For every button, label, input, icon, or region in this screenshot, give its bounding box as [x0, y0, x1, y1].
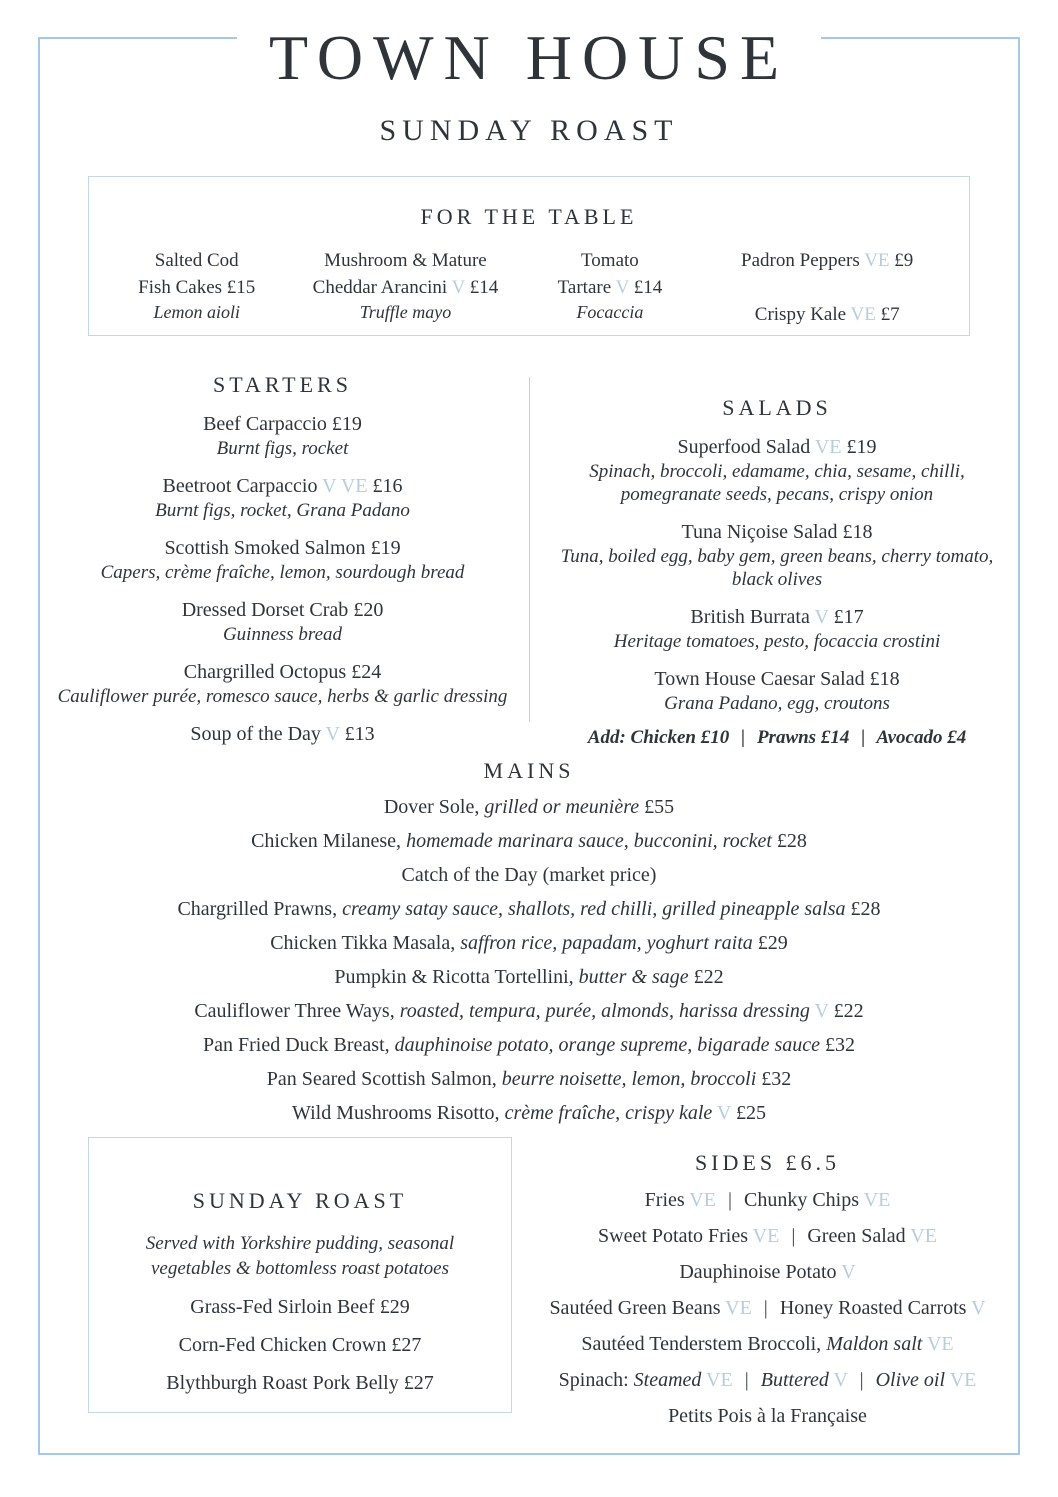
item-name: Cheddar Arancini	[312, 277, 448, 298]
item-price: £18	[869, 668, 900, 690]
item-desc: Guinness bread	[222, 624, 343, 645]
salads-section	[548, 395, 1006, 749]
item-price: £9	[894, 250, 914, 271]
veg-badge: V	[971, 1297, 986, 1319]
add-on: Avocado £4	[876, 727, 967, 748]
section-heading-for-the-table: FOR THE TABLE	[420, 204, 638, 229]
item-price: £20	[353, 599, 384, 621]
menu-subtitle: SUNDAY ROAST	[379, 114, 679, 147]
item-name: Sweet Potato Fries	[598, 1225, 749, 1247]
item-name: Chicken Milanese,	[251, 830, 402, 852]
item-desc: Maldon salt	[826, 1333, 923, 1355]
separator: |	[859, 1369, 864, 1391]
item-price: £13	[344, 723, 375, 745]
item-desc: grilled or meunière	[484, 796, 640, 818]
item-name: Pumpkin & Ricotta Tortellini,	[334, 966, 574, 988]
column-divider	[529, 377, 530, 722]
item-name-line	[548, 605, 1006, 630]
item-name: Crispy Kale	[754, 304, 847, 325]
menu-item	[0, 1069, 1058, 1090]
separator: |	[727, 1189, 732, 1211]
veg-badge: V	[841, 1261, 856, 1283]
item-name: Beetroot Carpaccio	[162, 475, 318, 497]
item-price: £28	[850, 898, 881, 920]
item-desc: roasted, tempura, purée, almonds, harissa dressing	[399, 1000, 810, 1022]
item-name: Chargrilled Prawns,	[177, 898, 338, 920]
item-name-line	[55, 474, 510, 499]
menu-item	[0, 1035, 1058, 1056]
veg-badge: V	[814, 606, 829, 628]
item-option: Buttered	[760, 1369, 829, 1391]
menu-item	[699, 247, 955, 274]
salads-add-ons-line	[548, 727, 1006, 749]
menu-header	[0, 0, 1058, 148]
veg-badge: VE	[814, 436, 842, 458]
menu-item	[548, 605, 1006, 653]
veg-badge: VE	[864, 250, 890, 271]
menu-item	[103, 247, 290, 328]
menu-item: Grass-Fed Sirloin Beef £29	[190, 1296, 410, 1318]
veg-badge: VE	[725, 1297, 752, 1319]
item-desc: Heritage tomatoes, pesto, focaccia crostini	[613, 631, 941, 652]
item-desc: crème fraîche, crispy kale	[504, 1102, 713, 1124]
item-name-line	[548, 520, 1006, 545]
section-heading-starters: STARTERS	[213, 372, 352, 397]
menu-item-row	[535, 1368, 1000, 1392]
mains-section	[0, 758, 1058, 1124]
item-desc: Focaccia	[576, 302, 644, 322]
item-name-line	[55, 660, 510, 685]
item-name-line	[548, 435, 1006, 460]
item-price: £22	[833, 1000, 864, 1022]
item-name: Dauphinoise Potato	[679, 1261, 837, 1283]
item-desc: Burnt figs, rocket, Grana Padano	[155, 500, 410, 521]
for-the-table-section	[88, 176, 970, 336]
item-desc: Cauliflower purée, romesco sauce, herbs & garlic dressing	[57, 686, 508, 707]
sunday-roast-section	[88, 1137, 512, 1413]
item-name: Catch of the Day (market price)	[401, 864, 657, 886]
menu-item	[0, 1001, 1058, 1022]
item-price: £19	[846, 436, 877, 458]
veg-badge: VE	[850, 304, 876, 325]
item-option: Steamed	[633, 1369, 702, 1391]
menu-item-group	[699, 247, 955, 328]
veg-badge: V	[833, 1369, 848, 1391]
item-desc: Lemon aioli	[153, 302, 240, 322]
menu-item	[55, 412, 510, 460]
item-name: Petits Pois à la Française	[668, 1405, 867, 1427]
sides-section	[535, 1150, 1000, 1428]
item-name: Sautéed Green Beans	[549, 1297, 721, 1319]
veg-badge: VE	[863, 1189, 891, 1211]
add-on: Add: Chicken £10	[587, 727, 730, 748]
menu-item	[55, 598, 510, 646]
section-description: Served with Yorkshire pudding, seasonal vegetables & bottomless roast potatoes	[145, 1233, 455, 1279]
section-heading-salads: SALADS	[722, 395, 832, 420]
item-desc: creamy satay sauce, shallots, red chilli, grilled pineapple salsa	[342, 898, 846, 920]
menu-item	[0, 967, 1058, 988]
menu-item-row	[535, 1404, 1000, 1428]
item-price: £22	[693, 966, 724, 988]
veg-badge: V VE	[322, 475, 368, 497]
menu-item	[0, 831, 1058, 852]
item-desc: Burnt figs, rocket	[216, 438, 349, 459]
item-name-line	[55, 536, 510, 561]
item-name: Superfood Salad	[677, 436, 811, 458]
item-name: Sautéed Tenderstem Broccoli,	[581, 1333, 822, 1355]
item-price: £17	[833, 606, 864, 628]
item-price: £24	[351, 661, 382, 683]
item-name: Spinach:	[558, 1369, 629, 1391]
item-name: Mushroom & Mature	[324, 250, 487, 271]
item-desc: beurre noisette, lemon, broccoli	[501, 1068, 757, 1090]
menu-item-row	[535, 1224, 1000, 1248]
item-option: Olive oil	[875, 1369, 946, 1391]
veg-badge: VE	[706, 1369, 733, 1391]
item-price: £28	[776, 830, 807, 852]
item-name: Green Salad	[807, 1225, 906, 1247]
menu-item	[55, 536, 510, 584]
item-price: £16	[372, 475, 403, 497]
menu-item: Corn-Fed Chicken Crown £27	[178, 1334, 422, 1356]
separator: |	[861, 727, 866, 748]
item-price: £32	[761, 1068, 792, 1090]
menu-item	[0, 933, 1058, 954]
item-name: Town House Caesar Salad	[654, 668, 865, 690]
item-name: Chicken Tikka Masala,	[270, 932, 456, 954]
item-name: Chunky Chips	[743, 1189, 860, 1211]
veg-badge: V	[716, 1102, 731, 1124]
item-name: Fish Cakes £15	[138, 277, 256, 298]
menu-item-row	[535, 1188, 1000, 1212]
item-name: Wild Mushrooms Risotto,	[292, 1102, 500, 1124]
separator: |	[763, 1297, 768, 1319]
item-desc: homemade marinara sauce, bucconini, rocket	[406, 830, 772, 852]
section-heading-sunday-roast: SUNDAY ROAST	[192, 1188, 408, 1213]
item-price: £32	[824, 1034, 855, 1056]
item-name-line	[55, 598, 510, 623]
menu-item-row	[535, 1296, 1000, 1320]
menu-item: Blythburgh Roast Pork Belly £27	[166, 1372, 434, 1394]
menu-item-row	[535, 1260, 1000, 1284]
item-price: £29	[757, 932, 788, 954]
item-price: £14	[469, 277, 499, 298]
menu-item	[548, 520, 1006, 591]
menu-item	[55, 722, 510, 747]
veg-badge: V	[814, 1000, 829, 1022]
item-name: British Burrata	[690, 606, 810, 628]
item-name-line	[520, 274, 699, 301]
veg-badge: V	[451, 277, 465, 298]
veg-badge: V	[325, 723, 340, 745]
item-desc: Grana Padano, egg, croutons	[664, 693, 890, 714]
starters-section	[55, 372, 510, 747]
item-desc: Tuna, boiled egg, baby gem, green beans, cherry tomato, black olives	[560, 546, 994, 590]
menu-item	[0, 865, 1058, 886]
item-desc: dauphinoise potato, orange supreme, bigarade sauce	[394, 1034, 820, 1056]
menu-item	[290, 247, 520, 328]
item-name: Tartare	[557, 277, 612, 298]
item-price: £7	[880, 304, 900, 325]
item-desc: Capers, crème fraîche, lemon, sourdough bread	[100, 562, 465, 583]
section-heading-sides: SIDES £6.5	[694, 1150, 841, 1175]
item-desc: Truffle mayo	[359, 302, 452, 322]
menu-item	[548, 435, 1006, 506]
item-name: Soup of the Day	[190, 723, 321, 745]
item-name: Pan Fried Duck Breast,	[203, 1034, 390, 1056]
item-name: Dover Sole,	[383, 796, 480, 818]
add-on: Prawns £14	[756, 727, 850, 748]
item-name-line	[55, 412, 510, 437]
item-price: £19	[370, 537, 401, 559]
item-price: £25	[736, 1102, 766, 1124]
veg-badge: VE	[689, 1189, 716, 1211]
item-name-line	[55, 722, 510, 747]
veg-badge: VE	[910, 1225, 937, 1247]
item-name-line	[290, 274, 520, 301]
item-name: Cauliflower Three Ways,	[194, 1000, 395, 1022]
menu-item	[0, 1103, 1058, 1124]
item-name: Chargrilled Octopus	[183, 661, 347, 683]
item-name: Honey Roasted Carrots	[779, 1297, 967, 1319]
item-name: Tomato	[581, 250, 639, 271]
menu-item	[548, 667, 1006, 715]
separator: |	[741, 727, 746, 748]
veg-badge: V	[615, 277, 629, 298]
item-name: Tuna Niçoise Salad	[681, 521, 838, 543]
item-desc: butter & sage	[578, 966, 689, 988]
item-price: £19	[331, 413, 362, 435]
item-name: Scottish Smoked Salmon	[164, 537, 366, 559]
section-heading-mains: MAINS	[483, 758, 575, 783]
menu-item-row	[535, 1332, 1000, 1356]
veg-badge: VE	[949, 1369, 977, 1391]
item-name: Beef Carpaccio	[203, 413, 327, 435]
menu-item	[520, 247, 699, 328]
separator: |	[791, 1225, 796, 1247]
item-name: Pan Seared Scottish Salmon,	[266, 1068, 497, 1090]
menu-item	[0, 899, 1058, 920]
veg-badge: VE	[752, 1225, 780, 1247]
menu-item	[0, 797, 1058, 818]
item-name-line	[548, 667, 1006, 692]
item-price: £14	[633, 277, 663, 298]
veg-badge: VE	[926, 1333, 954, 1355]
item-price: £18	[842, 521, 873, 543]
item-desc: saffron rice, papadam, yoghurt raita	[460, 932, 753, 954]
item-desc: Spinach, broccoli, edamame, chia, sesame, chilli, pomegranate seeds, pecans, crispy onion	[589, 461, 965, 505]
item-price: £55	[644, 796, 675, 818]
item-name: Fries	[644, 1189, 685, 1211]
menu-item	[699, 301, 955, 328]
menu-title: TOWN HOUSE	[237, 26, 821, 90]
for-the-table-columns	[89, 247, 969, 328]
item-name: Dressed Dorset Crab	[181, 599, 349, 621]
menu-item	[55, 474, 510, 522]
separator: |	[744, 1369, 749, 1391]
item-name: Padron Peppers	[741, 250, 860, 271]
menu-item	[55, 660, 510, 708]
item-name: Salted Cod	[154, 250, 239, 271]
